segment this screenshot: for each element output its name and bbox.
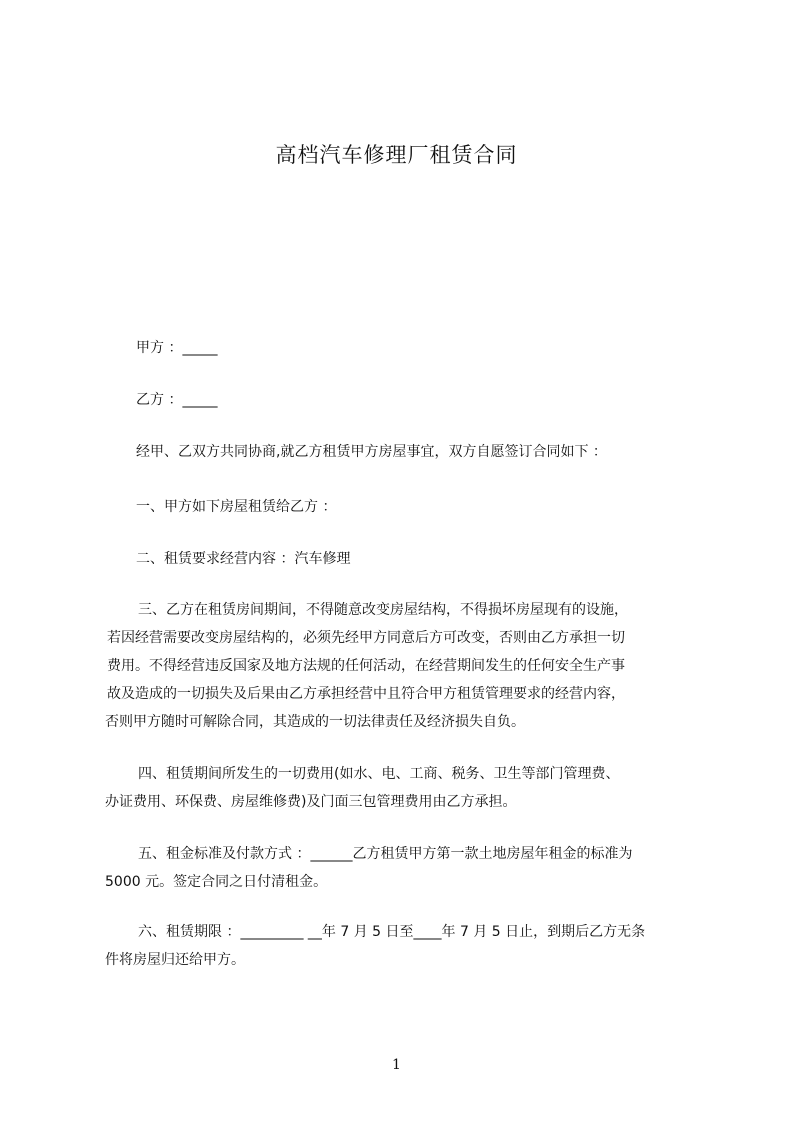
clause-3-line: 故及造成的一切损失及后果由乙方承担经营中且符合甲方租赁管理要求的经营内容， <box>107 686 625 702</box>
party-a-line: 甲方 ：_____ <box>136 340 218 356</box>
clause-6-line: 件将房屋归还给甲方。 <box>105 952 245 968</box>
clause-6 <box>105 918 703 974</box>
clause-3-line: 费用。不得经营违反国家及地方法规的任何活动，在经营期间发生的任何安全生产事 <box>107 658 625 674</box>
clause-2: 二、租赁要求经营内容 ：汽车修理 <box>136 551 351 567</box>
clause-4-line: 办证费用、环保费、房屋维修费)及门面三包管理费用由乙方承担。 <box>105 794 517 810</box>
clause-4 <box>105 760 703 816</box>
party-b-line: 乙方 ：_____ <box>136 392 218 408</box>
clause-4-line: 四、租赁期间所发生的一切费用(如水、电、工商、税务、卫生等部门管理费、 <box>138 766 620 782</box>
page-number: 1 <box>392 1057 401 1073</box>
clause-5 <box>105 840 703 896</box>
clause-1: 一、甲方如下房屋租赁给乙方 ： <box>136 499 337 515</box>
clause-3 <box>105 596 703 736</box>
document-title: 高档汽车修理厂租赁合同 <box>275 143 518 167</box>
clause-5-line: 五、租金标准及付款方式 ：______乙方租赁甲方第一款土地房屋年租金的标准为 <box>138 846 633 862</box>
clause-3-line: 否则甲方随时可解除合同，其造成的一切法律责任及经济损失自负。 <box>105 714 525 730</box>
intro-line: 经甲、乙双方共同协商,就乙方租赁甲方房屋事宜，双方自愿签订合同如下 ： <box>136 444 607 460</box>
clause-3-line: 三、乙方在租赁房间期间，不得随意改变房屋结构，不得损坏房屋现有的设施， <box>138 602 628 618</box>
clause-6-line: 六、租赁期限 ：_________ __年 7 月 5 日至____年 7 月 5 日止，到期后乙方无条 <box>138 924 646 940</box>
clause-3-line: 若因经营需要改变房屋结构的，必须先经甲方同意后方可改变，否则由乙方承担一切 <box>107 630 625 646</box>
clause-5-line: 5000 元。签定合同之日付清租金。 <box>105 874 328 890</box>
